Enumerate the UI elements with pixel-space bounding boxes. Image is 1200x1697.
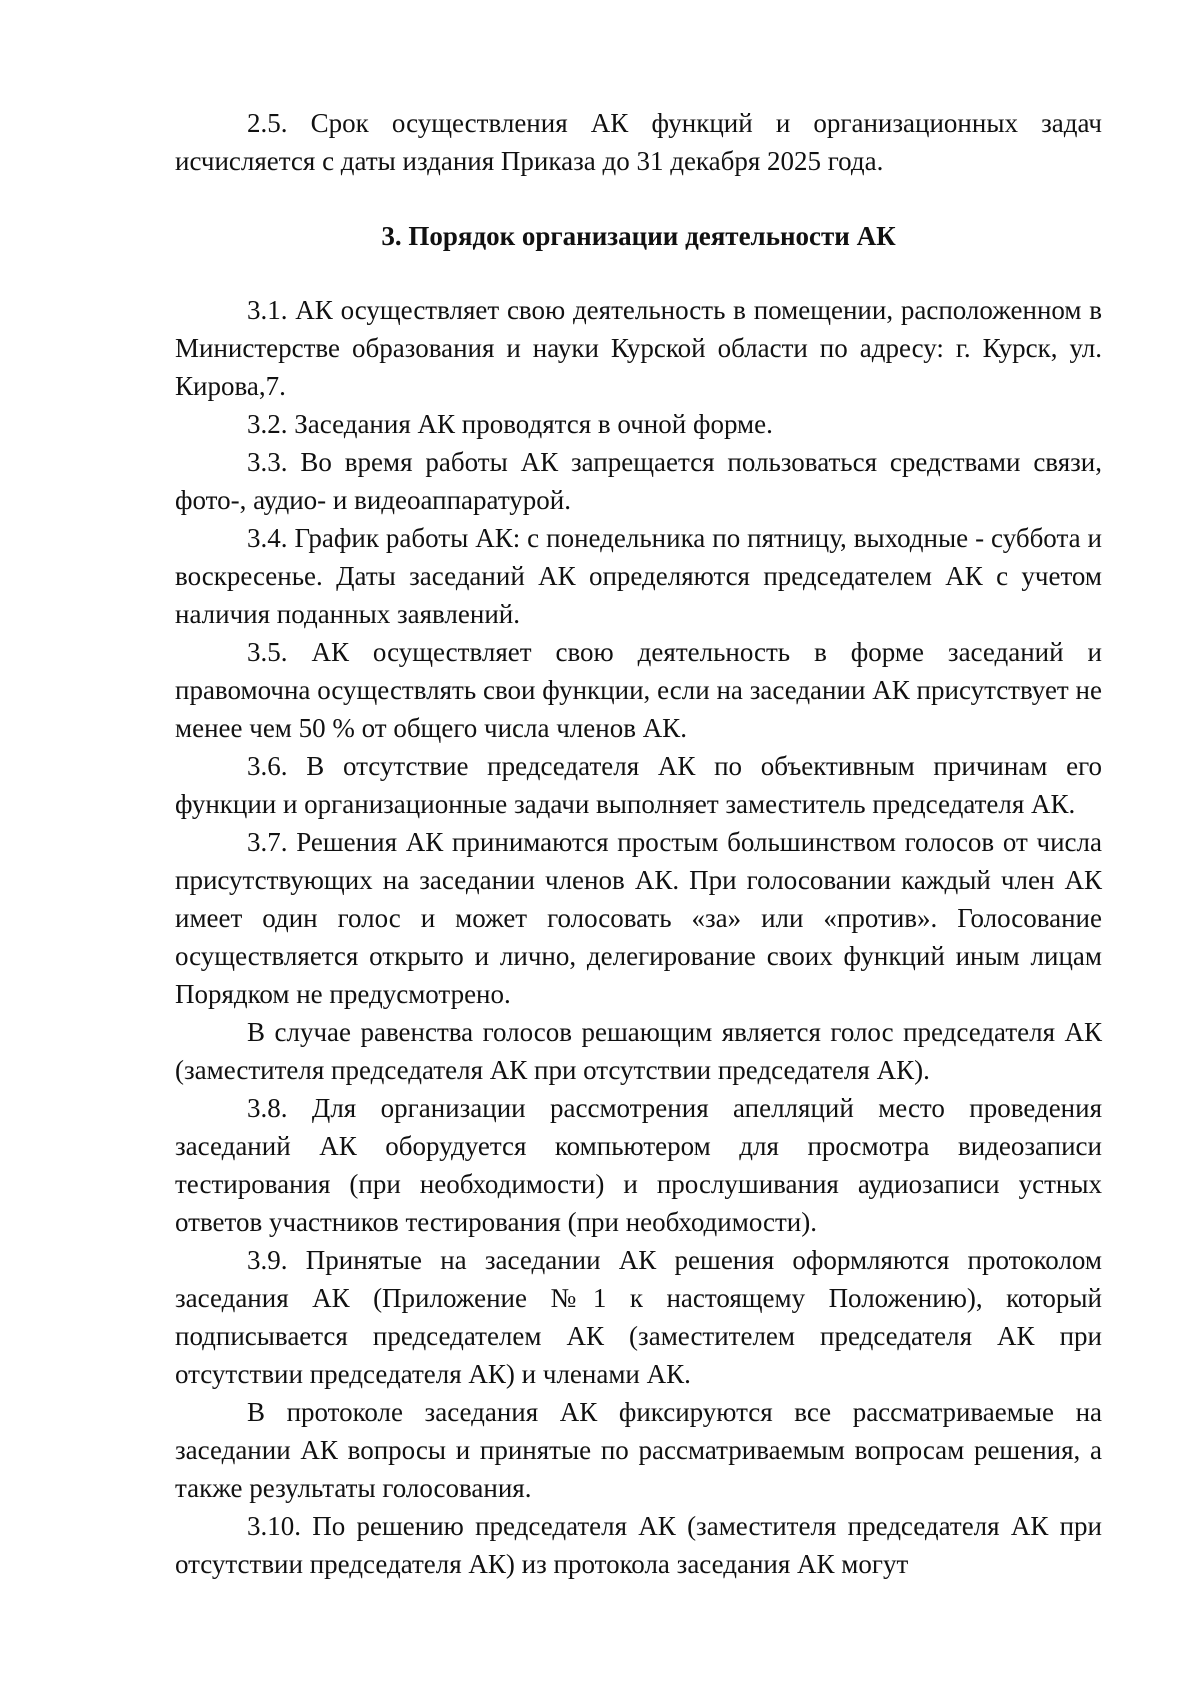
paragraph-3-10: 3.10. По решению председателя АК (заместителя председателя АК при отсутствии председателя АК) из протокола заседания АК могут bbox=[175, 1511, 1102, 1579]
paragraph-3-4: 3.4. График работы АК: с понедельника по пятницу, выходные - суббота и воскресенье. Даты заседаний АК определяются председателем АК с учетом наличия поданных заявлений. bbox=[175, 523, 1102, 629]
paragraph-3-3: 3.3. Во время работы АК запрещается пользоваться средствами связи, фото-, аудио- и видеоаппаратурой. bbox=[175, 447, 1102, 515]
paragraph-3-9-protocol: В протоколе заседания АК фиксируются все рассматриваемые на заседании АК вопросы и принятые по рассматриваемым вопросам решения, а также результаты голосования. bbox=[175, 1397, 1102, 1503]
paragraph-2-5: 2.5. Срок осуществления АК функций и организационных задач исчисляется с даты издания Приказа до 31 декабря 2025 года. bbox=[175, 108, 1102, 176]
paragraph-3-7: 3.7. Решения АК принимаются простым большинством голосов от числа присутствующих на заседании членов АК. При голосовании каждый член АК имеет один голос и может голосовать «за» или «против». Голосование осуществляется открыто и лично, делегирование своих функций иным лицам Порядком не предусмотрено. bbox=[175, 827, 1102, 1009]
paragraph-3-8: 3.8. Для организации рассмотрения апелляций место проведения заседаний АК оборудуется компьютером для просмотра видеозаписи тестирования (при необходимости) и прослушивания аудиозаписи устных ответов участников тестирования (при необходимости). bbox=[175, 1093, 1102, 1237]
paragraph-3-1: 3.1. АК осуществляет свою деятельность в помещении, расположенном в Министерстве образования и науки Курской области по адресу: г. Курск, ул. Кирова,7. bbox=[175, 295, 1102, 401]
paragraph-3-6: 3.6. В отсутствие председателя АК по объективным причинам его функции и организационные задачи выполняет заместитель председателя АК. bbox=[175, 751, 1102, 819]
paragraph-3-9: 3.9. Принятые на заседании АК решения оформляются протоколом заседания АК (Приложение №1 к настоящему Положению), который подписывается председателем АК (заместителем председателя АК при отсутствии председателя АК) и членами АК. bbox=[175, 1245, 1102, 1389]
document-page bbox=[175, 104, 1102, 1583]
paragraph-3-7-tie: В случае равенства голосов решающим является голос председателя АК (заместителя председателя АК при отсутствии председателя АК). bbox=[175, 1017, 1102, 1085]
paragraph-3-5: 3.5. АК осуществляет свою деятельность в форме заседаний и правомочна осуществлять свои функции, если на заседании АК присутствует не менее чем 50 % от общего числа членов АК. bbox=[175, 637, 1102, 743]
section-heading: 3. Порядок организации деятельности АК bbox=[381, 221, 896, 251]
paragraph-3-2: 3.2. Заседания АК проводятся в очной форме. bbox=[247, 409, 773, 439]
